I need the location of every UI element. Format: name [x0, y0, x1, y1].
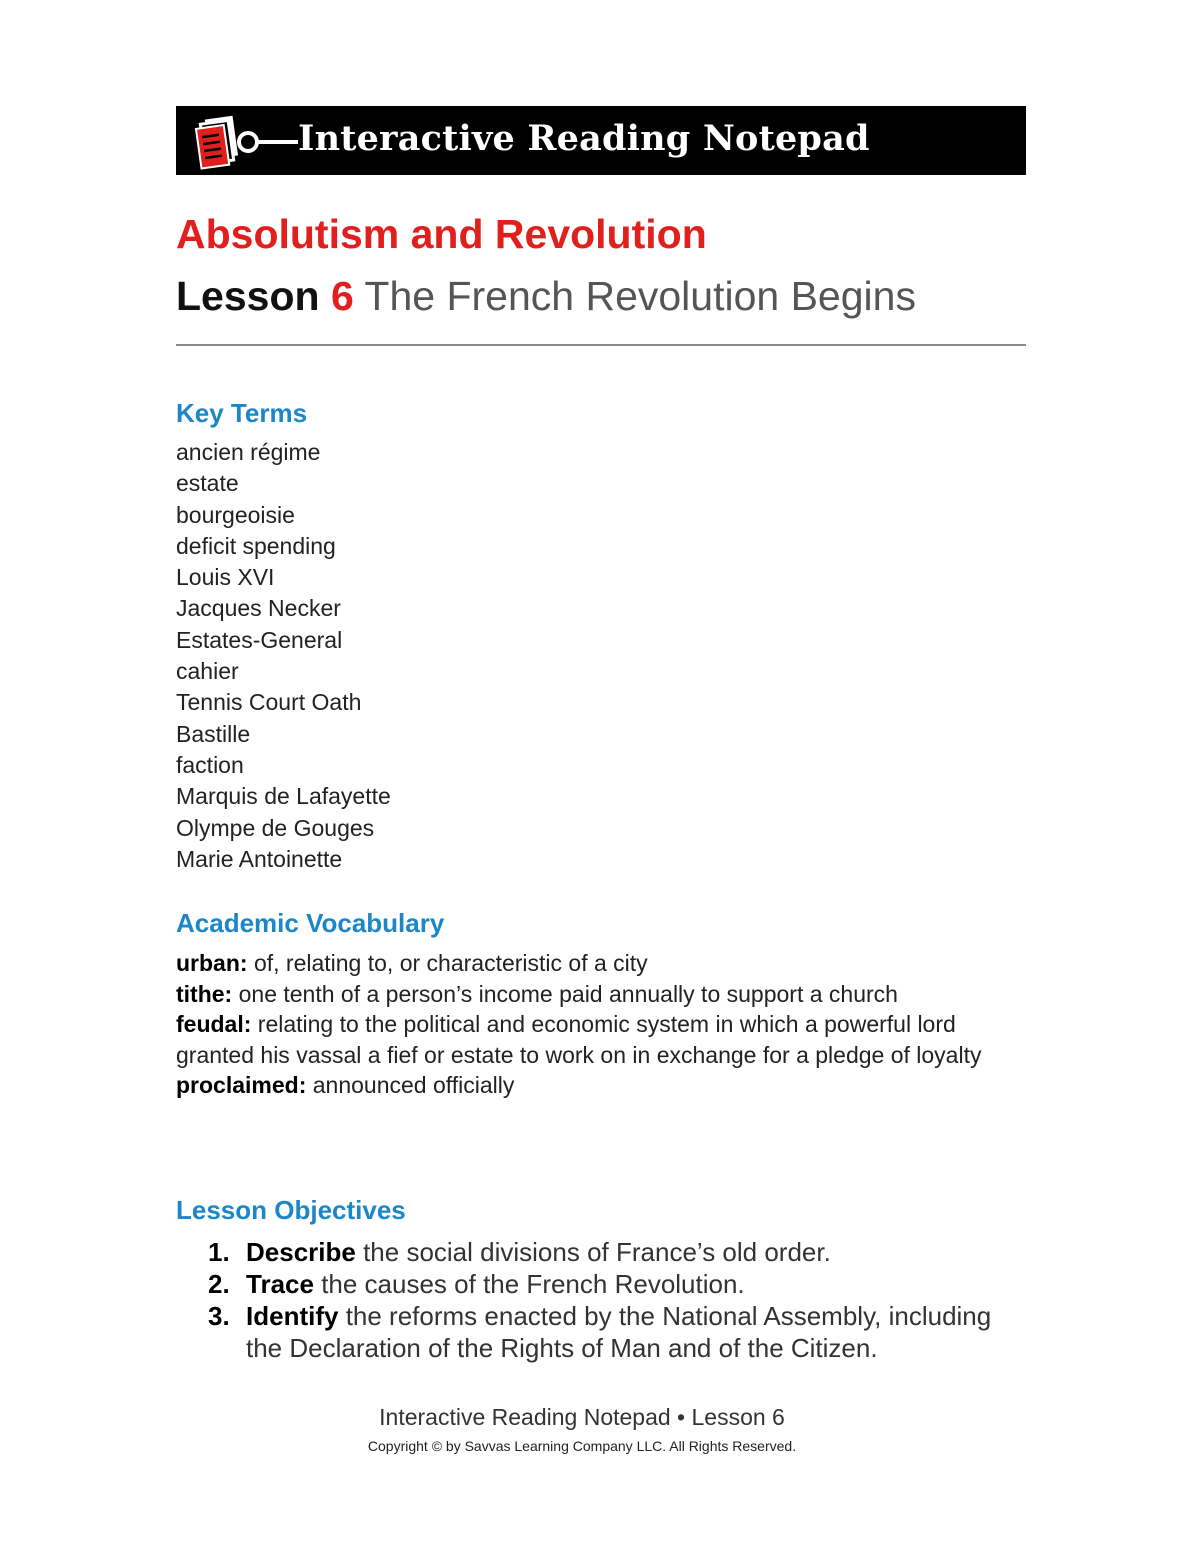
vocabulary-entry: [176, 1009, 1026, 1070]
objective-item: [176, 1236, 996, 1268]
key-term: Marquis de Lafayette: [176, 783, 391, 810]
objectives-list: [176, 1236, 996, 1364]
vocabulary-definition: relating to the political and economic system in which a powerful lord granted his vassal a fief or estate to work on in exchange for a pledge of loyalty: [176, 1011, 982, 1068]
key-term: Olympe de Gouges: [176, 814, 375, 841]
key-term: Bastille: [176, 720, 251, 747]
lesson-number: 6: [330, 273, 354, 319]
objective-text: the causes of the French Revolution.: [321, 1269, 745, 1299]
copyright-notice: Copyright © by Savvas Learning Company LLC. All Rights Reserved.: [367, 1438, 797, 1454]
academic-vocabulary-heading: Academic Vocabulary: [176, 908, 445, 938]
key-term: cahier: [176, 658, 239, 685]
objective-item: [176, 1300, 996, 1364]
key-term: Tennis Court Oath: [176, 689, 362, 716]
lesson-word: Lesson: [176, 273, 320, 319]
key-term: Marie Antoinette: [176, 845, 343, 872]
key-terms-heading: Key Terms: [176, 398, 308, 428]
key-term: Estates-General: [176, 626, 343, 653]
key-term: deficit spending: [176, 532, 336, 559]
objective-number: 3.: [208, 1301, 230, 1331]
objective-verb: Describe: [246, 1237, 356, 1267]
objective-item: [176, 1268, 996, 1300]
key-term: estate: [176, 470, 239, 497]
vocabulary-entry: [176, 1070, 1026, 1101]
vocabulary-definition: of, relating to, or characteristic of a city: [253, 950, 648, 976]
objective-text: the reforms enacted by the National Assembly, including the Declaration of the Rights of Man and of the Citizen.: [246, 1301, 992, 1363]
divider: [176, 344, 1026, 346]
vocabulary-term: urban:: [176, 950, 248, 976]
vocabulary-entry: [176, 979, 1026, 1010]
lesson-name: The French Revolution Begins: [364, 273, 916, 319]
key-terms-list: [176, 437, 391, 875]
vocabulary-term: proclaimed:: [176, 1072, 307, 1098]
objective-number: 2.: [208, 1269, 230, 1299]
objective-number: 1.: [208, 1237, 230, 1267]
header-banner: [176, 106, 1026, 175]
key-term: Louis XVI: [176, 564, 275, 591]
objective-verb: Identify: [246, 1301, 339, 1331]
objective-text: the social divisions of France’s old order.: [363, 1237, 831, 1267]
banner-title: Interactive Reading Notepad: [298, 118, 870, 159]
vocabulary-definition: announced officially: [312, 1072, 515, 1098]
key-term: Jacques Necker: [176, 595, 341, 622]
vocabulary-term: tithe:: [176, 980, 233, 1007]
key-term: ancien régime: [176, 439, 321, 465]
key-term: faction: [176, 751, 244, 778]
unit-title: Absolutism and Revolution: [176, 211, 707, 257]
lesson-objectives-heading: Lesson Objectives: [176, 1195, 406, 1225]
vocabulary-list: [176, 948, 1026, 1101]
vocabulary-term: feudal:: [176, 1011, 252, 1037]
objective-verb: Trace: [246, 1269, 314, 1299]
vocabulary-definition: one tenth of a person’s income paid annually to support a church: [238, 980, 898, 1007]
vocabulary-entry: [176, 948, 1026, 979]
lesson-title: [176, 273, 916, 320]
key-term: bourgeoisie: [176, 501, 295, 528]
notepad-key-icon: [188, 112, 298, 170]
footer-text: Interactive Reading Notepad • Lesson 6: [379, 1404, 785, 1430]
